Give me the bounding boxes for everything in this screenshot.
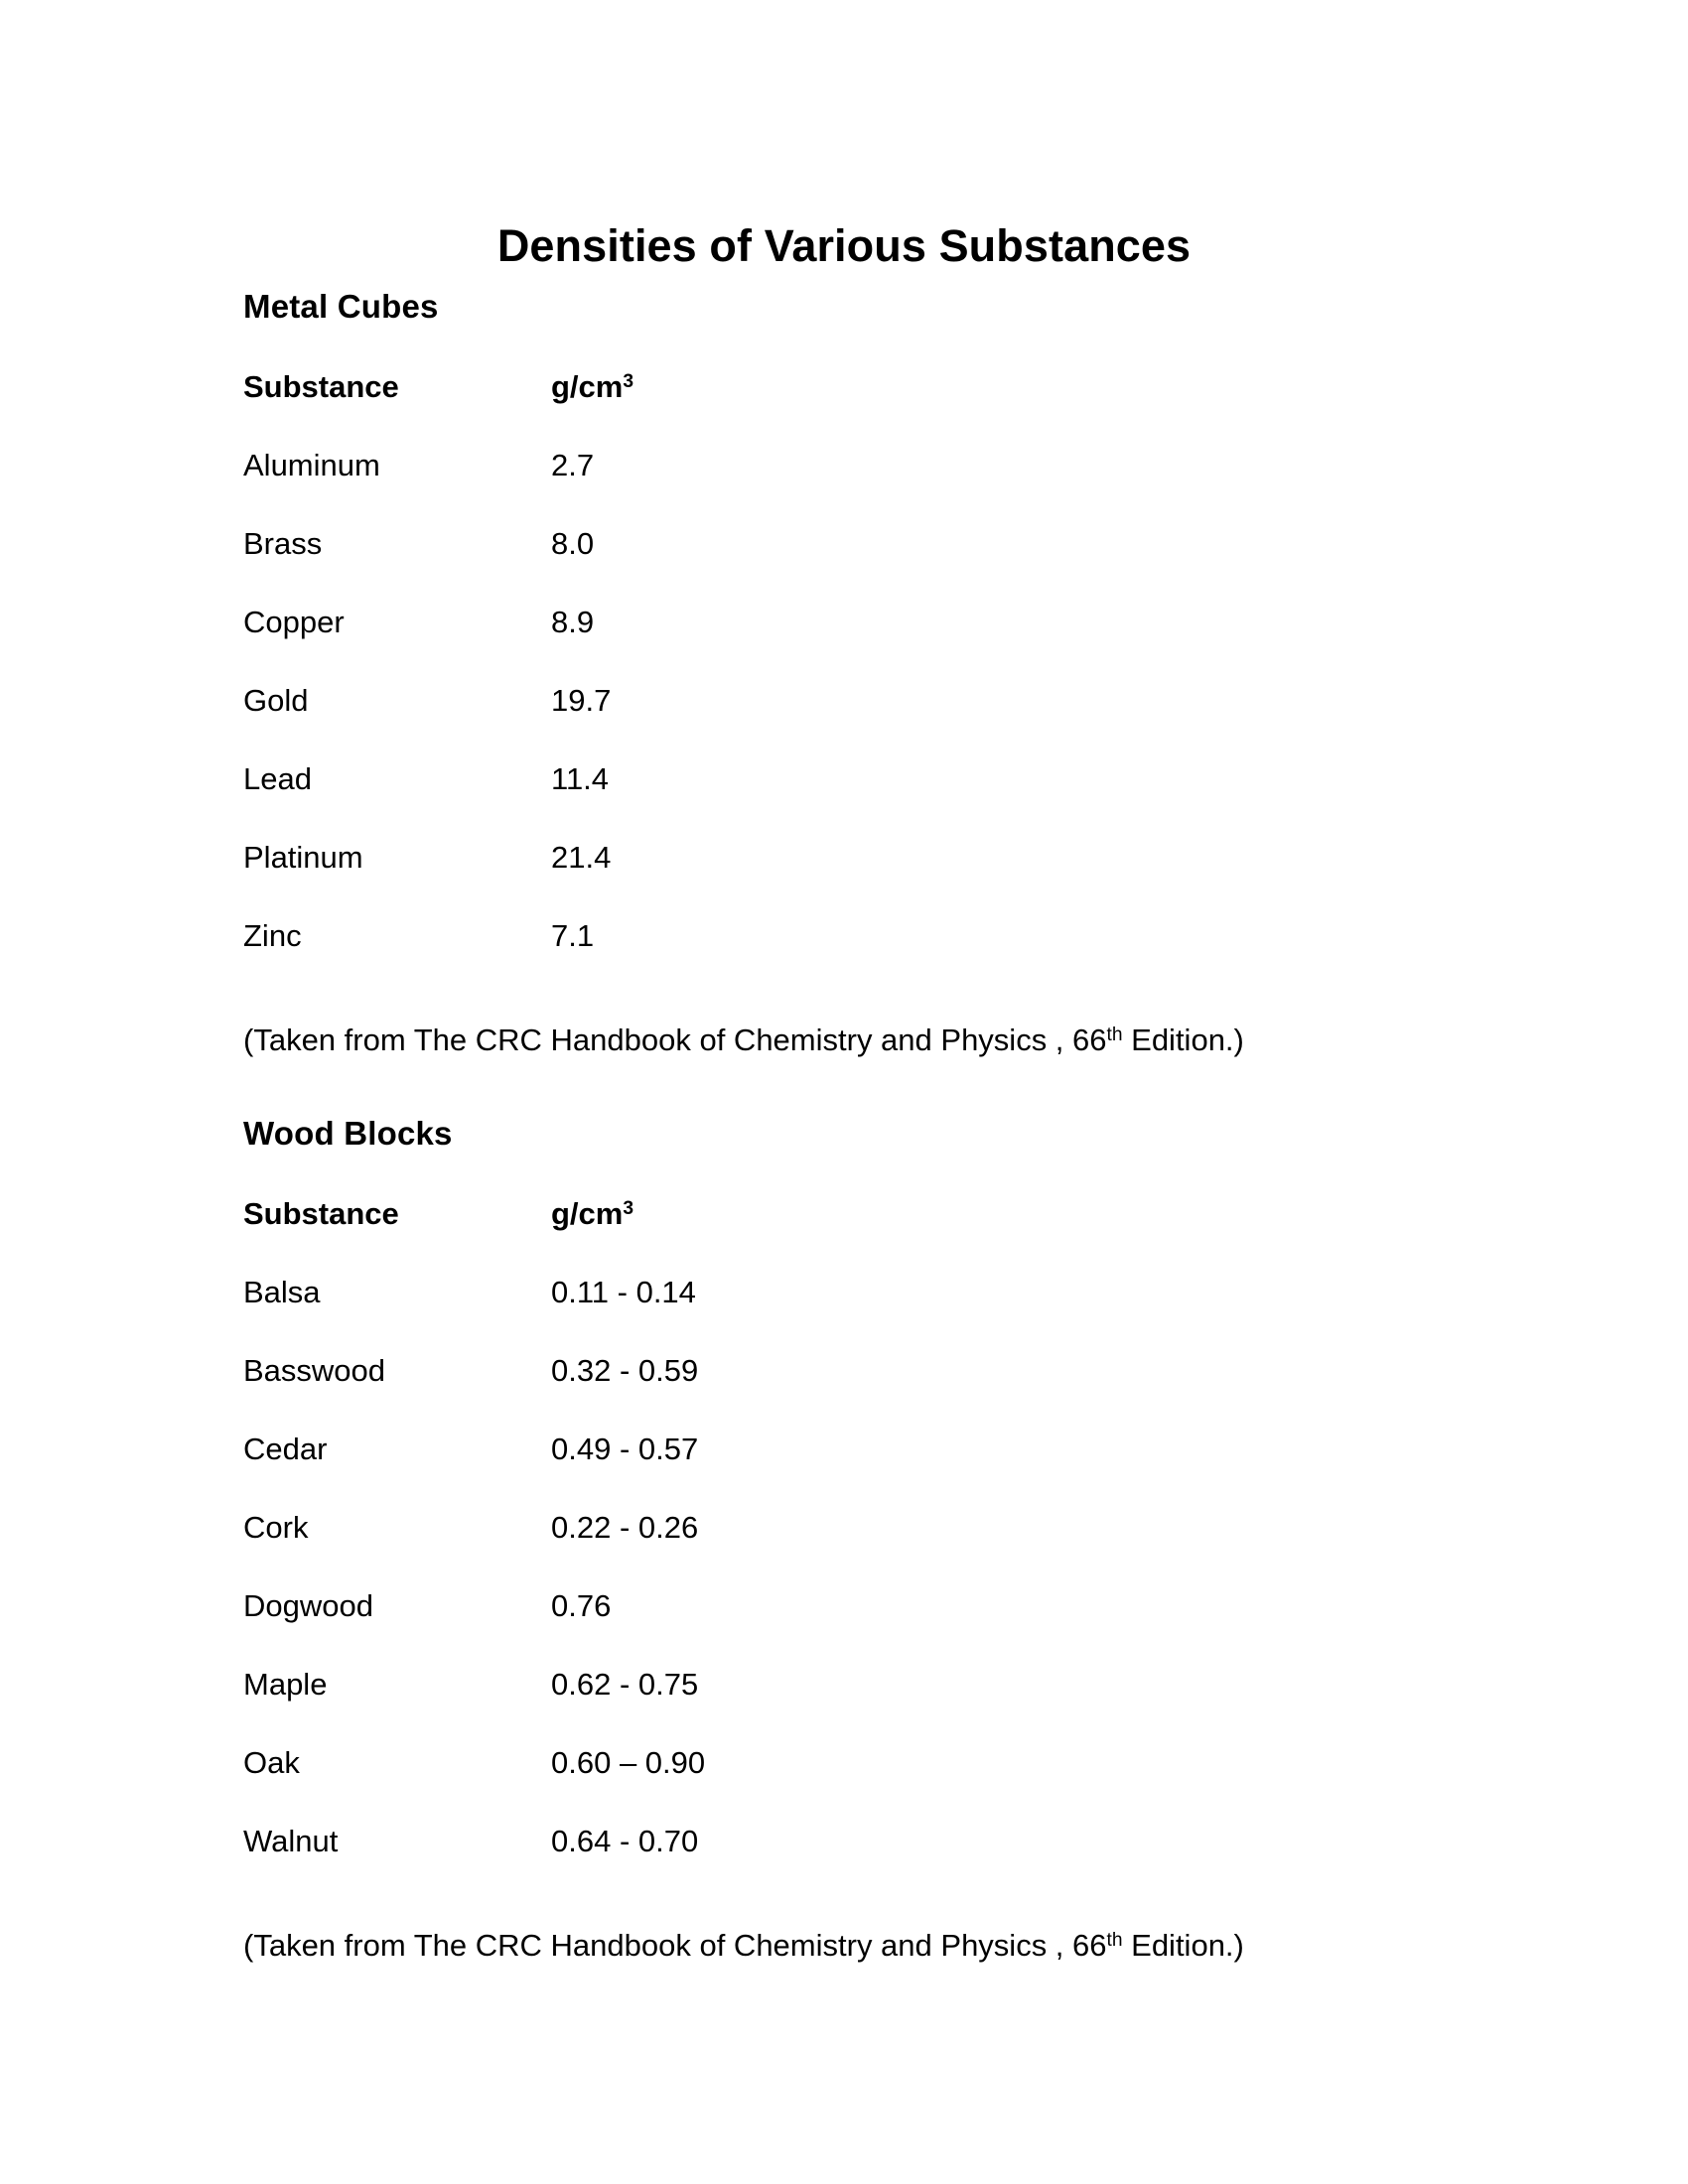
substance-density: 19.7: [551, 683, 612, 718]
substance-density: 0.49 - 0.57: [551, 1432, 699, 1466]
substance-density: 0.64 - 0.70: [551, 1824, 699, 1858]
substance-density: 21.4: [551, 840, 612, 875]
column-header-substance: Substance: [243, 1196, 399, 1231]
substance-name: Balsa: [243, 1275, 321, 1309]
substance-density: 2.7: [551, 448, 595, 482]
section-heading-metal-cubes: Metal Cubes: [243, 288, 439, 325]
substance-name: Dogwood: [243, 1588, 373, 1623]
table-row: [243, 1590, 1435, 1669]
density-unit-exponent: 3: [623, 371, 634, 393]
substance-name: Walnut: [243, 1824, 339, 1858]
column-header-density: [551, 371, 1435, 402]
table-row: [243, 1512, 1435, 1590]
substance-density: 0.32 - 0.59: [551, 1353, 699, 1388]
page-title: Densities of Various Substances: [496, 220, 1192, 272]
table-row: [243, 528, 1435, 607]
table-row: [243, 763, 1435, 842]
table-row: [243, 1433, 1435, 1512]
table-row: [243, 1747, 1435, 1826]
substance-density: 0.76: [551, 1588, 612, 1623]
document-body: [243, 288, 1435, 1961]
substance-name: Maple: [243, 1667, 328, 1702]
substance-density: 0.11 - 0.14: [551, 1275, 696, 1309]
table-row: [243, 1669, 1435, 1747]
section-wood-blocks: [243, 1115, 1435, 1961]
density-unit-base: g/cm: [551, 369, 624, 404]
substance-name: Gold: [243, 683, 309, 718]
table-row: [243, 685, 1435, 763]
table-row: [243, 1826, 1435, 1904]
citation-ordinal-suffix: th: [1106, 1930, 1123, 1952]
table-row: [243, 1355, 1435, 1433]
source-citation: [243, 1024, 1435, 1055]
substance-name: Cedar: [243, 1432, 328, 1466]
density-unit-exponent: 3: [623, 1198, 634, 1220]
metal-cubes-table: [243, 371, 1435, 999]
table-row: [243, 920, 1435, 999]
substance-name: Brass: [243, 526, 323, 561]
substance-density: 7.1: [551, 918, 595, 953]
density-unit-base: g/cm: [551, 1196, 624, 1231]
substance-name: Cork: [243, 1510, 309, 1545]
citation-ordinal-suffix: th: [1106, 1024, 1123, 1046]
substance-density: 8.0: [551, 526, 595, 561]
substance-name: Lead: [243, 761, 312, 796]
wood-blocks-table: [243, 1198, 1435, 1904]
substance-density: 0.60 – 0.90: [551, 1745, 706, 1780]
citation-text-after: Edition.): [1122, 1023, 1244, 1057]
table-header-row: [243, 371, 1435, 450]
citation-text-after: Edition.): [1122, 1928, 1244, 1963]
table-row: [243, 450, 1435, 528]
substance-density: 0.62 - 0.75: [551, 1667, 699, 1702]
section-metal-cubes: [243, 288, 1435, 1055]
citation-text-before: (Taken from The CRC Handbook of Chemistry and Physics , 66: [243, 1928, 1107, 1963]
substance-name: Basswood: [243, 1353, 386, 1388]
table-header-row: [243, 1198, 1435, 1277]
substance-name: Aluminum: [243, 448, 380, 482]
section-heading-wood-blocks: Wood Blocks: [243, 1115, 453, 1152]
citation-text-before: (Taken from The CRC Handbook of Chemistry and Physics , 66: [243, 1023, 1107, 1057]
substance-name: Copper: [243, 605, 345, 639]
table-row: [243, 607, 1435, 685]
table-row: [243, 842, 1435, 920]
substance-name: Zinc: [243, 918, 302, 953]
column-header-substance: Substance: [243, 369, 399, 404]
table-row: [243, 1277, 1435, 1355]
substance-name: Oak: [243, 1745, 300, 1780]
substance-name: Platinum: [243, 840, 363, 875]
column-header-density: [551, 1198, 1435, 1229]
substance-density: 0.22 - 0.26: [551, 1510, 699, 1545]
section-divider-space: [243, 1055, 1435, 1115]
substance-density: 11.4: [551, 761, 610, 796]
source-citation: [243, 1930, 1435, 1961]
substance-density: 8.9: [551, 605, 595, 639]
